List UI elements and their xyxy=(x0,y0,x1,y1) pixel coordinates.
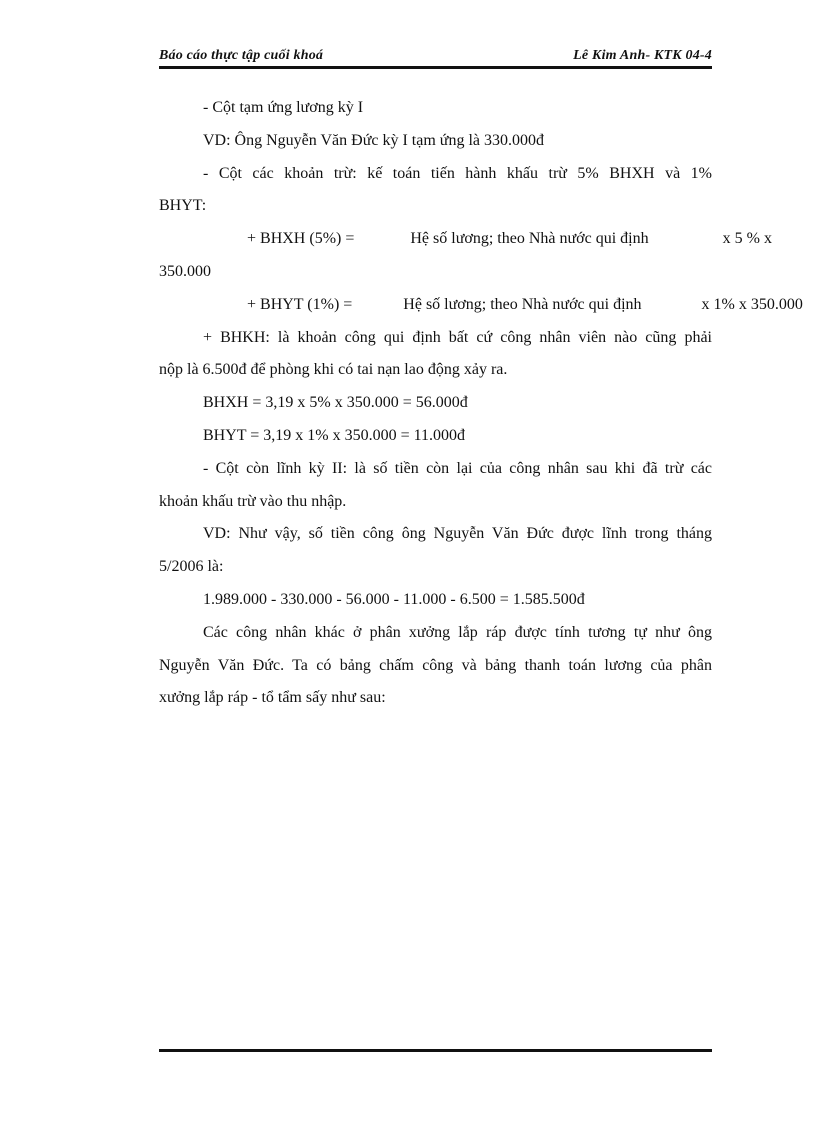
text-line: khoản khấu trừ vào thu nhập. xyxy=(159,492,347,510)
paragraph-deductions xyxy=(159,158,712,224)
formula-lhs: + BHXH (5%) = xyxy=(247,230,355,248)
text-line: 5/2006 là: xyxy=(159,558,224,576)
header-report-title: Báo cáo thực tập cuối khoá xyxy=(159,48,324,63)
text-line: Các công nhân khác ở phân xưởng lắp ráp được tính tương tự như ông xyxy=(203,623,712,641)
formula-multiplier: x 1% x 350.000 xyxy=(701,295,803,313)
text-line: Nguyễn Văn Đức. Ta có bảng chấm công và bảng thanh toán lương của phân xyxy=(159,656,712,674)
text-line: nộp là 6.500đ để phòng khi có tai nạn lao động xảy ra. xyxy=(159,361,508,379)
calculation-bhxh: BHXH = 3,19 x 5% x 350.000 = 56.000đ xyxy=(203,394,468,412)
paragraph-other-workers xyxy=(159,617,712,715)
text-line: BHYT: xyxy=(159,197,207,215)
formula-coefficient: Hệ số lương; theo Nhà nước qui định xyxy=(403,295,642,313)
paragraph-remaining-pay xyxy=(159,453,712,519)
calculation-bhyt: BHYT = 3,19 x 1% x 350.000 = 11.000đ xyxy=(203,426,466,444)
page-body xyxy=(159,92,803,715)
page-header xyxy=(159,48,712,68)
footer-rule xyxy=(159,1049,712,1052)
paragraph-advance-column: - Cột tạm ứng lương kỳ I xyxy=(203,99,364,116)
text-line: + BHKH: là khoản công qui định bất cứ công nhân viên nào cũng phải xyxy=(203,328,712,346)
text-line: VD: Như vậy, số tiền công ông Nguyễn Văn Đức được lĩnh trong tháng xyxy=(203,525,712,543)
formula-bhxh xyxy=(159,223,772,289)
formula-multiplier: x 5 % x xyxy=(722,230,772,248)
paragraph-bhkh xyxy=(159,322,712,388)
text-line: - Cột còn lĩnh kỳ II: là số tiền còn lại của công nhân sau khi đã trừ các xyxy=(203,459,712,477)
header-author: Lê Kim Anh- KTK 04-4 xyxy=(573,48,712,63)
calculation-net-pay: 1.989.000 - 330.000 - 56.000 - 11.000 - 6.500 = 1.585.500đ xyxy=(203,590,585,608)
text-line: xưởng lắp ráp - tổ tẩm sấy như sau: xyxy=(159,689,386,707)
paragraph-example-pay xyxy=(159,518,712,584)
formula-coefficient: Hệ số lương; theo Nhà nước qui định xyxy=(410,230,649,248)
header-rule xyxy=(159,66,712,69)
paragraph-example-advance: VD: Ông Nguyễn Văn Đức kỳ I tạm ứng là 330.000đ xyxy=(203,131,544,149)
text-line: 350.000 xyxy=(159,262,211,280)
formula-lhs: + BHYT (1%) = xyxy=(247,295,353,313)
text-line: - Cột các khoản trừ: kế toán tiến hành khấu trừ 5% BHXH và 1% xyxy=(203,164,712,182)
formula-bhyt xyxy=(159,289,803,322)
